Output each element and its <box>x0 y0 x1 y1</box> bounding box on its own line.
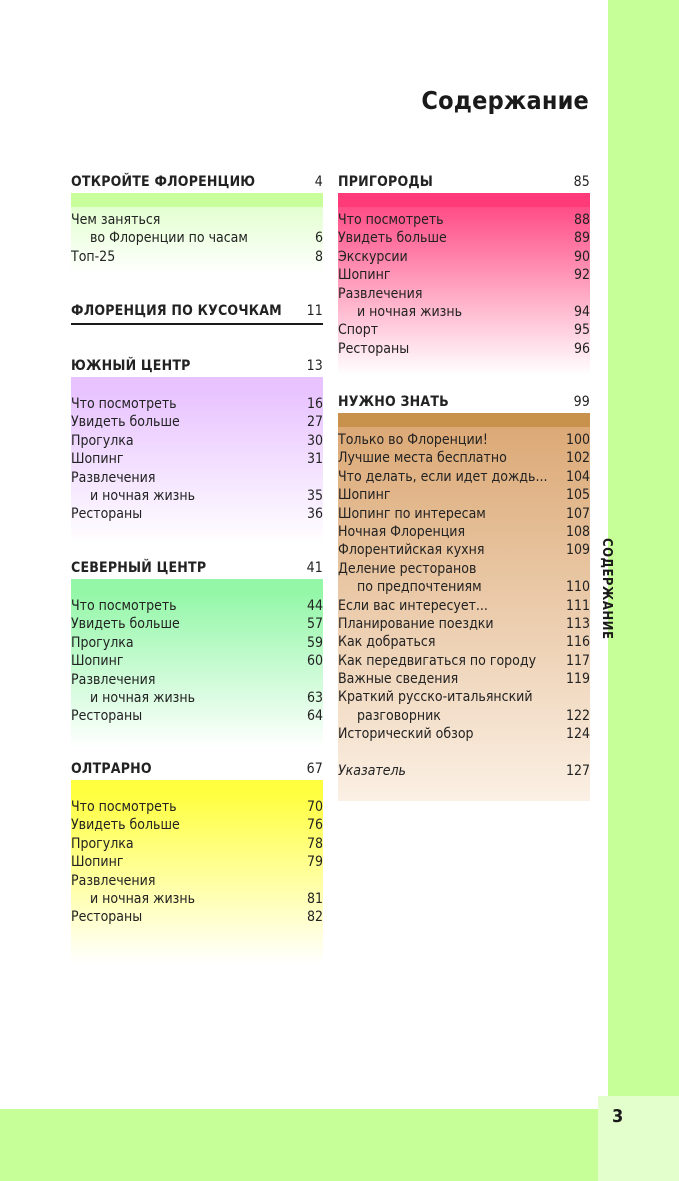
toc-entry-label: Прогулка <box>71 634 134 651</box>
section-color-bar <box>71 579 323 593</box>
section-open-florence <box>71 173 323 275</box>
toc-entry[interactable] <box>338 541 590 559</box>
toc-entry[interactable] <box>71 211 323 229</box>
toc-entry-page: 104 <box>565 468 590 485</box>
toc-entry[interactable] <box>338 486 590 504</box>
section-page: 67 <box>306 761 323 777</box>
toc-entry-page: 100 <box>565 432 590 448</box>
toc-entry-page: 63 <box>306 689 323 706</box>
section-page: 41 <box>306 560 323 576</box>
toc-entry-label: Развлечения <box>338 285 423 302</box>
toc-entry-label: Развлечения <box>71 469 156 486</box>
toc-entry-label: Рестораны <box>71 708 143 725</box>
toc-entry-page: 81 <box>306 890 323 907</box>
toc-entry-label: Что посмотреть <box>71 598 177 614</box>
toc-entry-label: Краткий русско-итальянский <box>338 689 533 706</box>
toc-entry[interactable] <box>338 340 590 358</box>
section-page: 4 <box>314 174 323 190</box>
toc-entry[interactable] <box>71 853 323 871</box>
section-title[interactable]: ЮЖНЫЙ ЦЕНТР <box>71 358 191 374</box>
toc-entry-label: Рестораны <box>71 506 143 523</box>
bottom-band <box>0 1109 598 1181</box>
section-color-bar <box>71 193 323 207</box>
toc-entry-label: Чем заняться <box>71 212 161 228</box>
section-title[interactable]: ОТКРОЙТЕ ФЛОРЕНЦИЮ <box>71 174 256 190</box>
page-number-box <box>598 1096 679 1181</box>
toc-entry-label: Как передвигаться по городу <box>338 652 537 669</box>
toc-entry-label: Шопинг <box>338 267 391 284</box>
toc-entry-label: Увидеть больше <box>71 616 180 633</box>
toc-entry-page: 92 <box>573 267 590 284</box>
section-body <box>71 794 323 964</box>
toc-entry-page: 36 <box>306 506 323 523</box>
toc-entry-label: Прогулка <box>71 432 134 449</box>
toc-entry[interactable] <box>71 707 323 725</box>
toc-entry-page: 44 <box>306 598 323 614</box>
toc-entry[interactable] <box>338 725 590 743</box>
section-south-center <box>71 357 323 545</box>
toc-entry[interactable] <box>71 634 323 652</box>
toc-entry-page: 117 <box>565 652 590 669</box>
section-title[interactable]: СЕВЕРНЫЙ ЦЕНТР <box>71 560 207 576</box>
toc-entry-label: Важные сведения <box>338 671 459 688</box>
toc-entry-label: и ночная жизнь <box>90 689 195 706</box>
toc-entry[interactable] <box>338 707 590 725</box>
toc-entry-page: 116 <box>565 634 590 651</box>
toc-entry[interactable] <box>338 303 590 321</box>
toc-entry-label: Исторический обзор <box>338 726 474 743</box>
section-page: 99 <box>573 394 590 410</box>
section-color-bar <box>338 193 590 207</box>
toc-entry-label: Что посмотреть <box>338 212 444 228</box>
toc-entry-label: Ночная Флоренция <box>338 523 466 540</box>
section-oltrarno <box>71 760 323 964</box>
toc-entry-page: 78 <box>306 835 323 852</box>
toc-entry[interactable] <box>71 671 323 689</box>
toc-entry-page: 127 <box>565 763 590 780</box>
section-color-bar <box>71 377 323 391</box>
toc-entry[interactable] <box>338 285 590 303</box>
toc-entry-label: Шопинг <box>71 653 124 670</box>
toc-entry[interactable] <box>338 633 590 651</box>
side-tab-band <box>608 0 679 1096</box>
toc-entry[interactable] <box>71 689 323 707</box>
toc-entry-page: 6 <box>314 230 323 247</box>
toc-entry-label: Флорентийская кухня <box>338 542 485 559</box>
toc-entry-page: 8 <box>314 248 323 265</box>
toc-entry-page: 94 <box>573 303 590 320</box>
toc-entry[interactable] <box>338 762 590 780</box>
toc-entry[interactable] <box>338 615 590 633</box>
toc-entry[interactable] <box>71 229 323 247</box>
section-title[interactable]: ПРИГОРОДЫ <box>338 174 434 190</box>
toc-entry-page: 59 <box>306 634 323 651</box>
toc-entry-label: Планирование поездки <box>338 615 494 632</box>
toc-entry[interactable] <box>71 469 323 487</box>
toc-entry[interactable] <box>71 615 323 633</box>
toc-entry[interactable] <box>338 652 590 670</box>
toc-entry[interactable] <box>71 872 323 890</box>
section-florence-pieces <box>71 302 323 325</box>
toc-entry-label: Рестораны <box>71 909 143 926</box>
toc-entry[interactable] <box>338 505 590 523</box>
toc-entry-page: 64 <box>306 708 323 725</box>
section-suburbs <box>338 173 590 375</box>
toc-entry[interactable] <box>71 432 323 450</box>
toc-entry-label: Экскурсии <box>338 248 408 265</box>
toc-entry-label: Что посмотреть <box>71 396 177 412</box>
toc-entry[interactable] <box>71 597 323 615</box>
toc-entry-label: Если вас интересует... <box>338 597 488 614</box>
toc-entry-label: и ночная жизнь <box>357 303 462 320</box>
toc-entry-label: Шопинг по интересам <box>338 505 486 522</box>
toc-entry-page: 27 <box>306 414 323 431</box>
toc-entry-page: 122 <box>565 707 590 724</box>
toc-entry-label: разговорник <box>357 707 441 724</box>
toc-entry-page: 70 <box>306 799 323 815</box>
toc-entry-label: Шопинг <box>338 487 391 504</box>
toc-entry-page: 110 <box>565 579 590 596</box>
toc-entry[interactable] <box>71 450 323 468</box>
toc-entry[interactable] <box>338 449 590 467</box>
toc-entry-page: 76 <box>306 817 323 834</box>
section-page: 11 <box>306 303 323 319</box>
section-page: 13 <box>306 358 323 374</box>
section-page: 85 <box>573 174 590 190</box>
toc-entry-page: 16 <box>306 396 323 412</box>
toc-entry[interactable] <box>338 560 590 578</box>
toc-entry[interactable] <box>71 395 323 413</box>
toc-entry[interactable] <box>71 505 323 523</box>
toc-entry[interactable] <box>71 908 323 926</box>
toc-entry-label: Лучшие места бесплатно <box>338 450 507 467</box>
toc-entry-page: 82 <box>306 909 323 926</box>
toc-entry[interactable] <box>338 321 590 339</box>
page-number: 3 <box>612 1106 624 1127</box>
toc-entry-page: 119 <box>565 671 590 688</box>
toc-entry[interactable] <box>338 688 590 706</box>
toc-entry-label: Рестораны <box>338 340 410 357</box>
toc-entry[interactable] <box>71 816 323 834</box>
toc-entry-label: Спорт <box>338 322 379 339</box>
section-body <box>71 593 323 749</box>
side-section-label-text: СОДЕРЖАНИЕ <box>599 538 614 640</box>
toc-entry-label: Как добраться <box>338 634 436 651</box>
toc-entry-page: 88 <box>573 212 590 228</box>
section-color-bar <box>71 780 323 794</box>
toc-entry-label: Прогулка <box>71 835 134 852</box>
section-body <box>338 427 590 801</box>
toc-entry-label: Развлечения <box>71 872 156 889</box>
toc-entry[interactable] <box>338 248 590 266</box>
toc-entry[interactable] <box>338 597 590 615</box>
toc-entry[interactable] <box>338 578 590 596</box>
toc-entry-page: 35 <box>306 487 323 504</box>
toc-entry-page: 124 <box>565 726 590 743</box>
toc-entry-label: Топ-25 <box>71 248 116 265</box>
toc-entry-label: Только во Флоренции! <box>338 432 488 448</box>
toc-entry-page: 30 <box>306 432 323 449</box>
toc-entry-page: 109 <box>565 542 590 559</box>
toc-entry-page: 60 <box>306 653 323 670</box>
toc-entry-label: по предпочтениям <box>357 579 482 596</box>
section-body <box>71 207 323 275</box>
toc-entry[interactable] <box>71 798 323 816</box>
toc-entry-page: 95 <box>573 322 590 339</box>
toc-entry-label: Что делать, если идет дождь... <box>338 468 548 485</box>
toc-entry-label: и ночная жизнь <box>90 890 195 907</box>
toc-entry-page: 111 <box>565 597 590 614</box>
toc-entry-page: 105 <box>565 487 590 504</box>
section-color-bar <box>338 413 590 427</box>
toc-entry[interactable] <box>71 487 323 505</box>
section-north-center <box>71 559 323 749</box>
toc-entry-page: 108 <box>565 523 590 540</box>
toc-entry[interactable] <box>338 266 590 284</box>
toc-entry[interactable] <box>338 229 590 247</box>
toc-entry-label: Шопинг <box>71 451 124 468</box>
toc-entry-page: 31 <box>306 451 323 468</box>
toc-entry[interactable] <box>338 431 590 449</box>
toc-entry-label: Увидеть больше <box>71 414 180 431</box>
toc-entry-page: 96 <box>573 340 590 357</box>
toc-entry[interactable] <box>71 890 323 908</box>
section-body <box>338 207 590 375</box>
section-title[interactable]: ФЛОРЕНЦИЯ ПО КУСОЧКАМ <box>71 303 282 319</box>
toc-entry[interactable] <box>71 835 323 853</box>
toc-entry-label: Развлечения <box>71 671 156 688</box>
toc-entry-label: Увидеть больше <box>71 817 180 834</box>
section-title[interactable]: НУЖНО ЗНАТЬ <box>338 394 449 410</box>
toc-entry[interactable] <box>338 468 590 486</box>
toc-entry-label: и ночная жизнь <box>90 487 195 504</box>
toc-entry-page: 113 <box>565 615 590 632</box>
toc-entry-label: Что посмотреть <box>71 799 177 815</box>
section-need-to-know <box>338 393 590 801</box>
toc-entry-page: 90 <box>573 248 590 265</box>
toc-entry-label: Шопинг <box>71 854 124 871</box>
spacer <box>338 744 590 762</box>
toc-entry-page: 57 <box>306 616 323 633</box>
toc-entry-page: 79 <box>306 854 323 871</box>
toc-entry[interactable] <box>71 413 323 431</box>
toc-entry[interactable] <box>338 523 590 541</box>
toc-entry-label: Указатель <box>338 763 406 780</box>
toc-entry-page: 102 <box>565 450 590 467</box>
toc-entry-label: Увидеть больше <box>338 230 447 247</box>
toc-entry[interactable] <box>71 652 323 670</box>
toc-entry[interactable] <box>338 670 590 688</box>
toc-entry-page: 89 <box>573 230 590 247</box>
toc-entry-label: во Флоренции по часам <box>90 230 248 247</box>
toc-entry-label: Деление ресторанов <box>338 560 477 577</box>
section-body <box>71 391 323 545</box>
section-title[interactable]: ОЛТРАРНО <box>71 761 152 777</box>
toc-entry[interactable] <box>338 211 590 229</box>
toc-entry-page: 107 <box>565 505 590 522</box>
page-title: Содержание <box>421 86 589 115</box>
toc-entry[interactable] <box>71 248 323 266</box>
